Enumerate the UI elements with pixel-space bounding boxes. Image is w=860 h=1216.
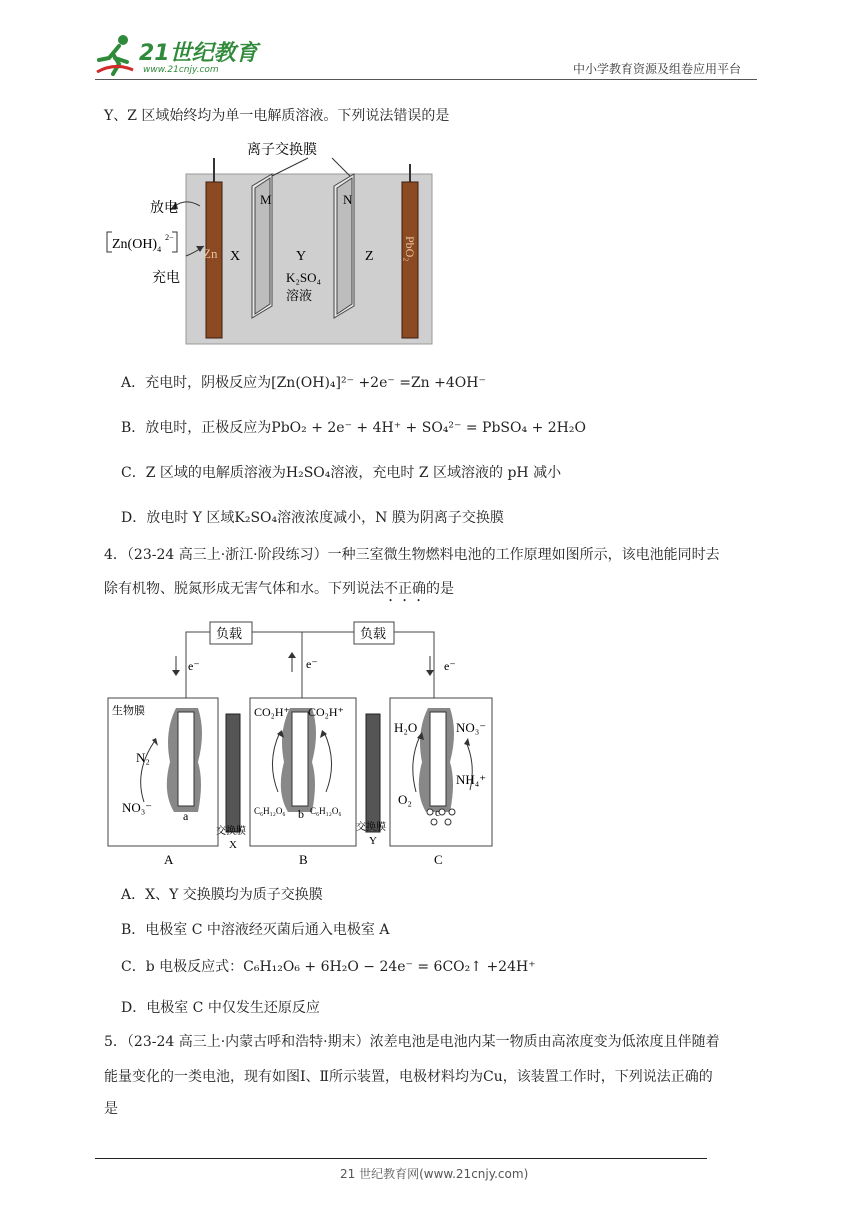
membrane-x-label: X [229, 839, 237, 851]
q5-line-1: 5．（23-24 高三上·内蒙古呼和浩特·期末）浓差电池是电池内某一物质由高浓度变为低浓度且伴随着 [104, 1034, 720, 1050]
membrane-x-caption: 交换膜 [216, 826, 246, 837]
q4-stem-line-1: 4．（23-24 高三上·浙江·阶段练习）一种三室微生物燃料电池的工作原理如图所示，该电池能同时去 [104, 547, 720, 563]
membrane-label: 离子交换膜 [247, 143, 317, 158]
membrane-y-caption: 交换膜 [356, 822, 386, 833]
discharge-label: 放电 [150, 201, 178, 216]
region-z-label: Z [365, 249, 374, 264]
electrode-b-label: b [298, 807, 304, 821]
zn-complex-label: $Zn(OH)_4^{2-}$ [112, 233, 174, 254]
footer-site-link[interactable]: 21 世纪教育网(www.21cnjy.com) [340, 1167, 529, 1181]
region-x-label: X [230, 249, 241, 264]
runner-logo-icon [95, 32, 135, 76]
q4-stem-line-2: 除有机物、脱氮形成无害气体和水。下列说法不正确的是 [104, 581, 454, 597]
q4-option-c: C．b 电极反应式：C₆H₁₂O₆ + 6H₂O − 24e⁻ = 6CO₂↑ +24H⁺ [121, 959, 536, 975]
zn-electrode-label: Zn [203, 246, 218, 261]
pbo2-electrode-label: PbO₂ [403, 236, 417, 262]
electrode-c-label: c [435, 807, 440, 819]
room-a-label: A [164, 852, 174, 867]
solution-label: 溶液 [286, 288, 313, 303]
charge-label: 充电 [152, 271, 180, 286]
biofilm-label: 生物膜 [112, 705, 145, 717]
electron-label-c: e⁻ [444, 659, 456, 673]
q3-option-c: C．Z 区域的电解质溶液为H₂SO₄溶液，充电时 Z 区域溶液的 pH 减小 [121, 465, 562, 481]
q5-line-3: 是 [104, 1101, 118, 1117]
region-y-label: Y [296, 249, 307, 264]
room-c-label: C [434, 852, 443, 867]
no3-label-c: NO₃⁻ [456, 720, 487, 735]
n2-label: N₂ [136, 750, 150, 765]
electron-label-a: e⁻ [188, 659, 200, 673]
logo-url: www.21cnjy.com [143, 65, 219, 75]
co2h-label-right: CO₂H⁺ [308, 705, 344, 719]
membrane-y-label: Y [369, 835, 377, 847]
q4-emphasis: 不正确 [384, 581, 426, 597]
header-platform-text: 中小学教育资源及组卷应用平台 [573, 62, 742, 76]
o2-label: O₂ [398, 792, 412, 807]
q4-option-d: D．电极室 C 中仅发生还原反应 [121, 1000, 320, 1016]
header-rule [95, 79, 757, 80]
membrane-m-label: M [260, 192, 272, 207]
q3-stem-tail: Y、Z 区域始终均为单一电解质溶液。下列说法错误的是 [104, 108, 450, 124]
load-label-right: 负载 [360, 626, 387, 641]
co2h-label-left: CO₂H⁺ [254, 705, 290, 719]
load-label-left: 负载 [216, 626, 243, 641]
electrode-a-label: a [183, 809, 189, 823]
q3-option-d: D．放电时 Y 区域K₂SO₄溶液浓度减小，N 膜为阴离子交换膜 [121, 510, 504, 526]
membrane-n-label: N [343, 192, 353, 207]
q4-fuel-cell-figure [104, 612, 504, 870]
q4-option-a: A．X、Y 交换膜均为质子交换膜 [121, 887, 323, 903]
nh4-label: NH₄⁺ [456, 772, 487, 787]
site-logo [95, 32, 265, 80]
q3-option-a: A．充电时，阴极反应为[Zn(OH)₄]²⁻ +2e⁻ =Zn +4OH⁻ [121, 375, 486, 391]
k2so4-label: K₂SO₄ [286, 270, 322, 285]
glucose-label-left: C₆H₁₂O₆ [254, 806, 286, 816]
glucose-label-right: C₆H₁₂O₆ [310, 806, 342, 816]
q5-line-2: 能量变化的一类电池，现有如图Ⅰ、Ⅱ所示装置，电极材料均为Cu，该装置工作时，下列说法正确的 [104, 1069, 713, 1085]
room-b-label: B [299, 852, 308, 867]
no3-label-a: NO₃⁻ [122, 800, 153, 815]
q4-option-b: B．电极室 C 中溶液经灭菌后通入电极室 A [121, 922, 390, 938]
q3-battery-figure [100, 136, 440, 348]
electron-label-b: e⁻ [306, 657, 318, 671]
footer-rule [95, 1158, 707, 1159]
q3-option-b: B．放电时，正极反应为PbO₂ + 2e⁻ + 4H⁺ + SO₄²⁻ = PbSO₄ + 2H₂O [121, 420, 586, 436]
h2o-label: H₂O [394, 720, 418, 735]
logo-text: 21世纪教育 [139, 41, 258, 66]
